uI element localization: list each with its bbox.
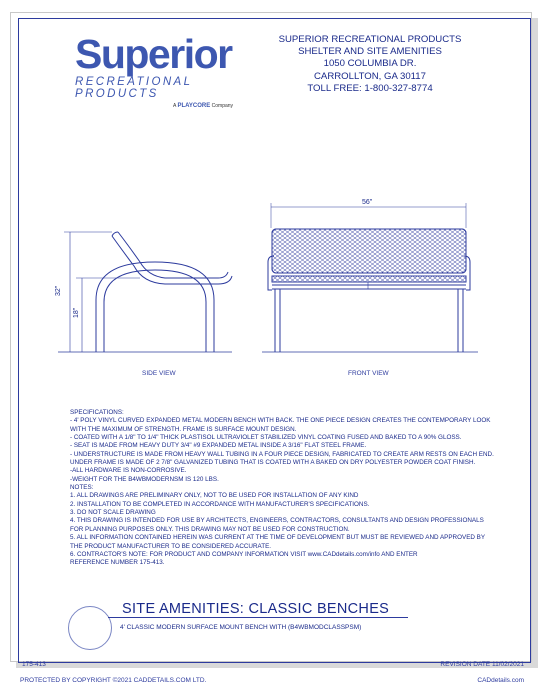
spec-line: -WEIGHT FOR THE B4WBMODERNSM IS 120 LBS.: [70, 475, 219, 483]
address-line: SUPERIOR RECREATIONAL PRODUCTS: [278, 34, 462, 45]
tag-brand: PLAYCORE: [177, 103, 211, 109]
spec-line: SPECIFICATIONS:: [70, 409, 124, 416]
company-address: [270, 34, 470, 95]
logo-subtitle: RECREATIONAL PRODUCTS: [75, 76, 193, 100]
side-view: [58, 232, 232, 352]
dim-height-total: 32": [55, 285, 62, 296]
sheet-title: SITE AMENITIES: CLASSIC BENCHES: [122, 601, 390, 617]
spec-line: -ALL HARDWARE IS NON-CORROSIVE.: [70, 467, 187, 475]
tag-prefix: A: [173, 103, 177, 109]
title-circle: [68, 606, 112, 650]
spec-line: NOTES:: [70, 484, 94, 492]
title-rule: [108, 617, 408, 618]
spec-line: - UNDERSTRUCTURE IS MADE FROM HEAVY WALL TUBING IN A FOUR PIECE DESIGN, FABRICATED TO CREATE ARM RESTS ON EACH END.: [70, 450, 494, 458]
spec-line: 5. ALL INFORMATION CONTAINED HEREIN WAS CURRENT AT THE TIME OF DEVELOPMENT BUT MUST BE REVIEWED AND APPROVED BY: [70, 534, 486, 542]
spec-line: - COATED WITH A 1/8" TO 1/4" THICK PLASTISOL ULTRAVIOLET STABILIZED VINYL COATING FUSED AND BAKED TO A 90% GLOSS.: [70, 434, 462, 442]
spec-line: THE PRODUCT MANUFACTURER TO BE CONSIDERED ACCURATE.: [70, 542, 272, 550]
spec-line: UNDER FRAME IS MADE OF 2 7/8" GALVANIZED TUBING THAT IS COATED WITH A BAKED ON DRY POLYESTER POWDER COAT FINISH.: [70, 459, 476, 467]
spec-line: 2. INSTALLATION TO BE COMPLETED IN ACCORDANCE WITH MANUFACTURER'S SPECIFICATIONS.: [70, 500, 370, 508]
dim-seat-height: 18": [73, 307, 80, 318]
logo-wordmark: Superior: [75, 31, 232, 77]
spec-line: - SEAT IS MADE FROM HEAVY DUTY 3/4" #9 EXPANDED METAL INSIDE A 3/16" FLAT STEEL FRAME.: [70, 442, 367, 450]
address-line: CARROLLTON, GA 30117: [314, 70, 426, 82]
sheet-subtitle: 4' CLASSIC MODERN SURFACE MOUNT BENCH WITH (B4WBMODCLASSPSM): [120, 624, 362, 631]
tag-suffix: Company: [211, 103, 234, 109]
address-line: SHELTER AND SITE AMENITIES: [298, 46, 442, 58]
spec-line: - 4' POLY VINYL CURVED EXPANDED METAL MODERN BENCH WITH BACK. THE ONE PIECE DESIGN CREATES THE CONTEMPORARY LOOK: [70, 417, 491, 425]
title-block: [60, 597, 515, 657]
logo-tagline: [173, 103, 245, 109]
spec-line: 1. ALL DRAWINGS ARE PRELIMINARY ONLY, NOT TO BE USED FOR INSTALLATION OF ANY KIND: [70, 492, 359, 500]
caddetails-link[interactable]: CADdetails.com: [477, 677, 524, 684]
copyright-notice: PROTECTED BY COPYRIGHT ©2021 CADDETAILS.COM LTD.: [20, 677, 207, 684]
spec-line: 4. THIS DRAWING IS INTENDED FOR USE BY ARCHITECTS, ENGINEERS, CONTRACTORS, CONSULTANTS AND DESIGN PROFESSIONALS: [70, 517, 484, 525]
company-logo: [75, 31, 245, 109]
address-line: TOLL FREE: 1-800-327-8774: [307, 82, 433, 94]
reference-number: 175-413: [22, 661, 46, 668]
dim-width: 56": [362, 199, 373, 206]
spec-line: 6. CONTRACTOR'S NOTE: FOR PRODUCT AND COMPANY INFORMATION VISIT www.CADdetails.com/info AND ENTER: [70, 550, 418, 558]
spec-line: WITH THE MAXIMUM OF STRENGTH. FRAME IS SURFACE MOUNT DESIGN.: [70, 425, 297, 433]
address-line: 1050 COLUMBIA DR.: [323, 58, 417, 70]
side-view-label: SIDE VIEW: [142, 370, 176, 377]
front-view: [262, 203, 478, 352]
spec-line: FOR PLANNING PURPOSES ONLY. THIS DRAWING MAY NOT BE USED FOR CONSTRUCTION.: [70, 525, 350, 533]
spec-line: REFERENCE NUMBER 175-413.: [70, 559, 165, 567]
spec-line: 3. DO NOT SCALE DRAWING: [70, 509, 156, 517]
bench-drawing: [0, 190, 550, 390]
revision-date: REVISION DATE 11/02/2021: [440, 661, 524, 668]
specifications-notes: [70, 409, 510, 568]
front-view-label: FRONT VIEW: [348, 370, 389, 377]
